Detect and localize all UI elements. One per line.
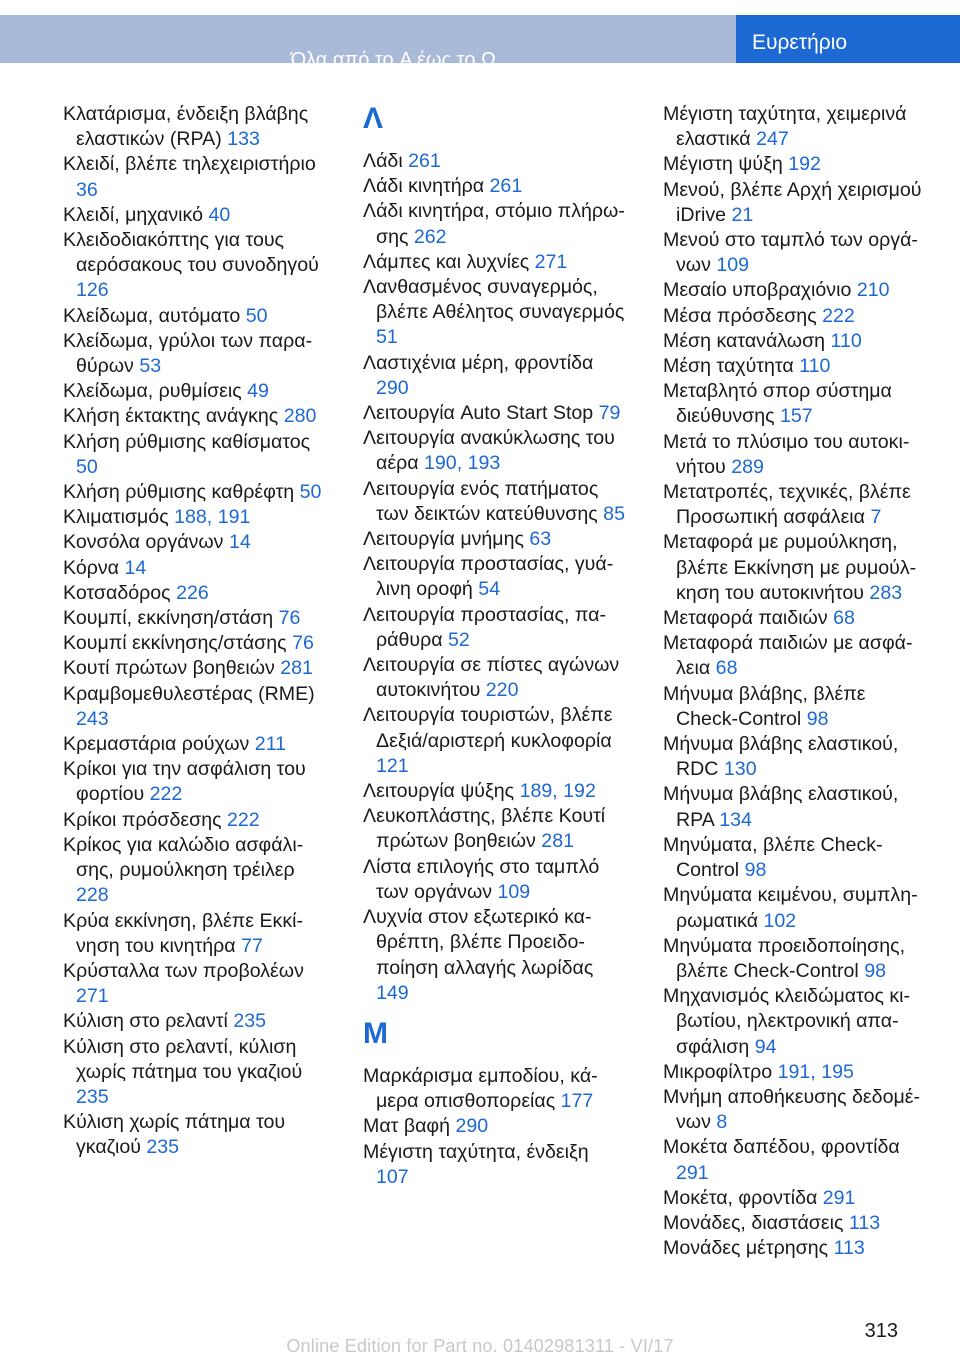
index-entry <box>363 426 625 476</box>
index-entry <box>63 959 325 1009</box>
index-page-link[interactable]: 280 <box>283 405 317 428</box>
index-page-link[interactable]: 157 <box>780 405 813 428</box>
index-page-link[interactable]: 76 <box>278 607 301 630</box>
index-entry-text: Κλειδί, μηχανικό <box>63 203 203 226</box>
index-entry-text: Μετά το πλύσιμο του αυτοκινήτου <box>663 430 910 478</box>
index-page-link[interactable]: 54 <box>478 578 501 601</box>
index-entry <box>63 102 325 152</box>
index-entry-text: Λίστα επιλογής στο ταμπλό των οργάνων <box>363 855 600 903</box>
index-entry-text: Μηνύματα, βλέπε Check-Control <box>663 833 883 882</box>
index-entry-text: Κλειδοδιακόπτης για τους αερόσακους του συνοδηγού <box>63 229 319 277</box>
index-entry <box>663 682 925 732</box>
index-entry-text: Μενού, βλέπε Αρχή χειρισμού iDrive <box>663 178 922 226</box>
index-entry <box>663 102 925 152</box>
index-entry-text: Λειτουργία προστασίας, γυάλινη οροφή <box>363 553 614 601</box>
index-page-link[interactable]: 14 <box>124 556 147 579</box>
index-entry-text: Μενού στο ταμπλό των οργάνων <box>663 229 918 277</box>
index-page-link[interactable]: 130 <box>723 758 757 781</box>
index-entry-text: Κόρνα <box>63 556 119 579</box>
index-page-link[interactable]: 222 <box>227 808 260 831</box>
index-entry <box>363 653 625 703</box>
index-entry-text: Κρίκοι πρόσδεσης <box>63 808 222 831</box>
index-entry-text: Κοτσαδόρος <box>63 581 171 604</box>
index-page-link[interactable]: 126 <box>76 279 109 302</box>
index-page-link[interactable]: 228 <box>76 884 109 907</box>
index-entry <box>63 732 325 757</box>
index-entry <box>63 530 325 555</box>
header-section-bar <box>0 15 736 71</box>
index-entry-text: Κλιματισμός <box>63 506 169 529</box>
index-entry-text: Λειτουργία σε πίστες αγώνων αυτοκινήτου <box>363 654 620 702</box>
index-entry-text: Κλείδωμα, γρύλοι των παραθύρων <box>63 329 313 378</box>
index-entry-text: Κλείδωμα, αυτόματο <box>63 304 241 327</box>
index-entry <box>63 833 325 909</box>
index-entry <box>63 379 325 404</box>
index-page-link[interactable]: 281 <box>280 657 313 680</box>
index-page-link[interactable]: 36 <box>76 178 98 201</box>
index-entry-text: Μέση κατανάλωση <box>663 329 826 352</box>
index-entry <box>363 855 625 905</box>
index-page-link[interactable]: 121 <box>376 754 409 777</box>
index-entry <box>663 530 925 606</box>
index-entry <box>63 1009 325 1034</box>
index-entry-text: Λειτουργία Auto Start Stop <box>363 402 594 425</box>
index-entry <box>63 228 325 304</box>
index-entry <box>363 552 625 602</box>
index-entry-text: Λειτουργία προστασίας, παράθυρα <box>363 603 606 651</box>
index-page-link[interactable]: 109 <box>497 880 531 903</box>
index-page-link[interactable]: 109 <box>716 254 750 277</box>
index-page-link[interactable]: 49 <box>247 380 269 403</box>
index-entry-text: Λάδι κινητήρα <box>363 175 485 198</box>
index-entry <box>63 808 325 833</box>
index-entry-text: Μήνυμα βλάβης ελαστικού, RPA <box>663 783 899 831</box>
index-entry-text: Κλήση ρύθμισης καθρέφτη <box>63 481 295 504</box>
index-entry <box>63 304 325 329</box>
index-entry <box>63 682 325 732</box>
index-letter-heading: Μ <box>363 1016 388 1050</box>
index-entry-text: Μονάδες, διαστάσεις <box>663 1211 844 1234</box>
index-entry-text: Μνήμη αποθήκευσης δεδομένων <box>663 1085 921 1134</box>
index-entry-text: Μήνυμα βλάβης, βλέπε Check-Control <box>663 682 866 730</box>
index-entry <box>363 275 625 351</box>
index-entry <box>63 631 325 656</box>
header-section-title: Όλα από το A έως το Ω <box>290 49 496 71</box>
index-page-link[interactable]: 289 <box>731 455 764 478</box>
index-page-link[interactable]: 211 <box>254 733 287 756</box>
index-entry <box>63 757 325 807</box>
index-entry-text: Λάδι <box>363 150 403 172</box>
index-entry-text: Λανθασμένος συναγερμός, βλέπε Αθέλητος συναγερμός <box>363 276 625 324</box>
index-page-link[interactable]: 98 <box>744 859 767 882</box>
index-page-link[interactable]: 14 <box>228 531 251 554</box>
index-entry <box>663 883 925 933</box>
index-entry <box>663 1135 925 1185</box>
index-entry <box>63 152 325 202</box>
index-page-link[interactable]: 222 <box>149 783 183 806</box>
index-entry-text: Μεταβλητό σπορ σύστημα διεύθυνσης <box>663 380 892 428</box>
index-entry-text: Λευκοπλάστης, βλέπε Κουτί πρώτων βοηθειών <box>363 805 606 853</box>
index-entry-text: Κρίκοι για την ασφάλιση του φορτίου <box>63 758 306 806</box>
index-entry-text: Μοκέτα, φροντίδα <box>663 1186 818 1209</box>
index-page-link[interactable]: 98 <box>864 959 886 982</box>
index-page-link[interactable]: 7 <box>870 506 882 529</box>
index-entry-text: Κλείδωμα, ρυθμίσεις <box>63 380 242 403</box>
index-entry <box>63 581 325 606</box>
index-entry <box>63 329 325 379</box>
index-entry-text: Λυχνία στον εξωτερικό καθρέπτη, βλέπε Προειδοποίηση αλλαγής λωρίδας <box>363 906 594 979</box>
index-page-link[interactable]: 134 <box>719 808 752 831</box>
index-page-link[interactable]: 51 <box>376 326 398 349</box>
index-entry-text: Λαστιχένια μέρη, φροντίδα <box>363 351 594 374</box>
index-entry <box>663 379 925 429</box>
index-entry-text: Μαρκάρισμα εμποδίου, κάμερα οπισθοπορείας <box>363 1064 598 1113</box>
index-entry-text: Κρεμαστάρια ρούχων <box>63 733 250 756</box>
index-entry <box>63 556 325 581</box>
index-page-link[interactable]: 68 <box>715 657 738 680</box>
index-entry-text: Μήνυμα βλάβης ελαστικού, RDC <box>663 733 899 781</box>
index-entry <box>663 178 925 228</box>
index-page-link[interactable]: 85 <box>603 502 625 525</box>
index-entry <box>363 1064 625 1114</box>
index-entry-text: Μέσα πρόσδεσης <box>663 304 817 327</box>
index-entry <box>63 505 325 530</box>
header-chapter-tab[interactable]: Ευρετήριο <box>736 15 960 63</box>
index-page-link[interactable]: 77 <box>241 934 263 957</box>
index-entry <box>663 732 925 782</box>
index-page-link[interactable]: 68 <box>833 607 855 630</box>
index-entry <box>363 1140 625 1190</box>
index-entry-text: Κλήση έκτακτης ανάγκης <box>63 405 279 428</box>
index-entry-text: Μεσαίο υποβραχιόνιο <box>663 279 852 302</box>
index-entry-text: Κύλιση στο ρελαντί, κύλιση χωρίς πάτημα του γκαζιού <box>63 1035 303 1083</box>
index-page-link[interactable]: 113 <box>833 1237 865 1260</box>
index-page-link[interactable]: 113 <box>848 1211 881 1234</box>
index-page-link[interactable]: 247 <box>756 128 789 151</box>
index-page-link[interactable]: 210 <box>856 279 890 302</box>
index-entry-text: Λειτουργία ψύξης <box>363 780 515 803</box>
index-entry-text: Κουμπί εκκίνησης/στάσης <box>63 632 287 655</box>
index-entry <box>663 1060 925 1085</box>
index-entry <box>663 304 925 329</box>
index-entry <box>363 199 625 249</box>
index-page-link[interactable]: 98 <box>806 707 829 730</box>
index-entry-text: Ματ βαφή <box>363 1115 451 1138</box>
index-entry <box>363 401 625 426</box>
index-page-link[interactable]: 21 <box>731 203 754 226</box>
index-entry <box>663 354 925 379</box>
index-page-link[interactable]: 50 <box>76 455 98 478</box>
index-entry-text: Μεταφορά παιδιών <box>663 607 828 630</box>
index-entry-text: Λάμπες και λυχνίες <box>363 250 530 273</box>
index-page-link[interactable]: 192 <box>788 153 821 176</box>
index-page-link[interactable]: 149 <box>376 981 409 1004</box>
index-entry <box>663 833 925 883</box>
index-page-link[interactable]: 102 <box>763 909 797 932</box>
index-entry-text: Κρίκος για καλώδιο ασφάλισης, ρυμούλκηση τρέιλερ <box>63 833 304 882</box>
index-entry-text: Μέγιστη ψύξη <box>663 153 783 176</box>
index-entry <box>363 527 625 552</box>
index-page-link[interactable]: 188, 191 <box>174 506 251 529</box>
index-page-link[interactable]: 271 <box>76 985 109 1008</box>
index-entry-text: Λειτουργία τουριστών, βλέπε Δεξιά/αριστερή κυκλοφορία <box>363 704 613 752</box>
index-entry <box>663 1085 925 1135</box>
index-page-link[interactable]: 291 <box>822 1186 856 1209</box>
index-entry-text: Λάδι κινητήρα, στόμιο πλήρωσης <box>363 200 625 248</box>
index-entry <box>363 477 625 527</box>
index-page-link[interactable]: 271 <box>534 250 568 273</box>
index-entry <box>363 804 625 854</box>
index-entry <box>663 228 925 278</box>
index-entry-text: Κλήση ρύθμισης καθίσματος <box>63 430 311 453</box>
index-entry <box>663 934 925 984</box>
index-entry <box>63 430 325 480</box>
index-page-link[interactable]: 235 <box>146 1136 180 1159</box>
index-entry-text: Κουμπί, εκκίνηση/στάση <box>63 607 274 630</box>
index-entry <box>363 779 625 804</box>
index-entry <box>663 984 925 1060</box>
footer-edition: Online Edition for Part no. 01402981311 - VI/17 <box>286 1336 674 1356</box>
index-page-link[interactable]: 76 <box>292 632 314 655</box>
index-page-link[interactable]: 110 <box>799 355 831 378</box>
index-page-link[interactable]: 222 <box>822 304 855 327</box>
index-entry-text: Κλειδί, βλέπε τηλεχειριστήριο <box>63 153 316 176</box>
index-page-link[interactable]: 291 <box>676 1161 709 1184</box>
index-entry <box>63 1035 325 1111</box>
index-entry-text: Μέγιστη ταχύτητα, ένδειξη <box>363 1140 589 1163</box>
page-number: 313 <box>864 1320 898 1342</box>
index-entry-text: Μοκέτα δαπέδου, φροντίδα <box>663 1136 900 1159</box>
index-entry <box>63 909 325 959</box>
index-entry <box>63 1110 325 1160</box>
index-entry-text: Κουτί πρώτων βοηθειών <box>63 657 275 680</box>
index-page-link[interactable]: 243 <box>76 707 109 730</box>
index-entry <box>363 1114 625 1139</box>
index-entry-text: Μηνύματα κειμένου, συμπληρωματικά <box>663 884 918 932</box>
index-page-link[interactable]: 235 <box>233 1010 267 1033</box>
index-entry-text: Μηνύματα προειδοποίησης, βλέπε Check-Control <box>663 934 906 982</box>
index-page-link[interactable]: 40 <box>208 203 231 226</box>
index-page-link[interactable]: 290 <box>376 376 409 399</box>
index-column-3 <box>663 102 925 1261</box>
index-entry-text: Λειτουργία ενός πατήματος των δεικτών κατεύθυνσης <box>363 477 599 525</box>
index-page-link[interactable]: 50 <box>299 481 322 504</box>
index-entry-text: Μικροφίλτρο <box>663 1060 773 1083</box>
index-entry <box>63 404 325 429</box>
index-entry-text: Μετατροπές, τεχνικές, βλέπε Προσωπική ασφάλεια <box>663 481 911 529</box>
index-entry <box>63 480 325 505</box>
index-page-link[interactable]: 110 <box>830 329 862 352</box>
index-entry <box>663 1236 925 1261</box>
index-entry <box>363 250 625 275</box>
index-entry <box>63 656 325 681</box>
index-entry-text: Μεταφορά με ρυμούλκηση, βλέπε Εκκίνηση με ρυμούλκηση του αυτοκινήτου <box>663 531 917 604</box>
index-page-link[interactable]: 262 <box>413 225 447 248</box>
index-entry-text: Κλατάρισμα, ένδειξη βλάβης ελαστικών (RPA) <box>63 103 309 151</box>
index-page-link[interactable]: 133 <box>227 128 260 151</box>
index-entry <box>363 603 625 653</box>
index-entry-text: Μονάδες μέτρησης <box>663 1237 829 1260</box>
index-entry <box>63 606 325 631</box>
index-entry-text: Λειτουργία μνήμης <box>363 528 524 551</box>
index-entry-text: Λειτουργία ανακύκλωσης του αέρα <box>363 427 615 475</box>
index-page-link[interactable]: 177 <box>560 1090 594 1113</box>
index-entry-text: Μηχανισμός κλειδώματος κιβωτίου, ηλεκτρονική απασφάλιση <box>663 985 911 1058</box>
index-entry <box>663 278 925 303</box>
index-entry <box>663 480 925 530</box>
index-page-link[interactable]: 261 <box>408 150 441 172</box>
index-entry <box>663 329 925 354</box>
index-entry <box>663 606 925 631</box>
index-page-link[interactable]: 189, 192 <box>519 780 596 803</box>
index-entry <box>663 430 925 480</box>
index-page-link[interactable]: 94 <box>754 1035 777 1058</box>
index-page-link[interactable]: 220 <box>485 679 519 702</box>
index-entry <box>363 351 625 401</box>
index-entry <box>663 1211 925 1236</box>
index-page-link[interactable]: 191, 195 <box>777 1060 854 1083</box>
index-page-link[interactable]: 226 <box>176 581 209 604</box>
index-column-2 <box>363 102 625 1190</box>
index-entry <box>363 703 625 779</box>
index-entry <box>663 1186 925 1211</box>
index-page-link[interactable]: 79 <box>598 402 621 425</box>
index-entry-text: Κύλιση χωρίς πάτημα του γκαζιού <box>63 1111 286 1159</box>
index-entry <box>663 152 925 177</box>
index-entry-text: Κύλιση στο ρελαντί <box>63 1010 228 1033</box>
index-page-link[interactable]: 290 <box>455 1115 489 1138</box>
index-page-link[interactable]: 283 <box>869 581 903 604</box>
index-entry-text: Μέγιστη ταχύτητα, χειμερινά ελαστικά <box>663 103 907 151</box>
index-page-link[interactable]: 190, 193 <box>424 452 501 475</box>
index-entry-text: Μεταφορά παιδιών με ασφάλεια <box>663 632 913 680</box>
index-entry <box>363 149 625 174</box>
index-page-link[interactable]: 107 <box>376 1165 409 1188</box>
index-entry-text: Κρύα εκκίνηση, βλέπε Εκκίνηση του κινητήρα <box>63 909 304 957</box>
index-entry <box>363 174 625 199</box>
index-entry <box>663 782 925 832</box>
index-page-link[interactable]: 63 <box>529 528 552 551</box>
index-entry-text: Κονσόλα οργάνων <box>63 531 224 554</box>
index-entry <box>663 631 925 681</box>
index-page-link[interactable]: 8 <box>716 1111 728 1134</box>
index-entry <box>63 203 325 228</box>
index-entry <box>363 905 625 1006</box>
index-entry-text: Κραμβομεθυλεστέρας (RME) <box>63 682 315 705</box>
index-entry-text: Κρύσταλλα των προβολέων <box>63 959 304 982</box>
index-page-link[interactable]: 261 <box>489 175 523 198</box>
index-entry-text: Μέση ταχύτητα <box>663 355 794 378</box>
index-page-link[interactable]: 50 <box>245 304 268 327</box>
index-letter-heading: Λ <box>363 102 384 135</box>
index-page-link[interactable]: 235 <box>76 1085 109 1108</box>
page-header <box>0 0 960 71</box>
index-page-link[interactable]: 281 <box>541 830 574 853</box>
index-page-link[interactable]: 52 <box>448 628 470 651</box>
index-page-link[interactable]: 53 <box>139 355 162 378</box>
index-column-1 <box>63 102 325 1161</box>
